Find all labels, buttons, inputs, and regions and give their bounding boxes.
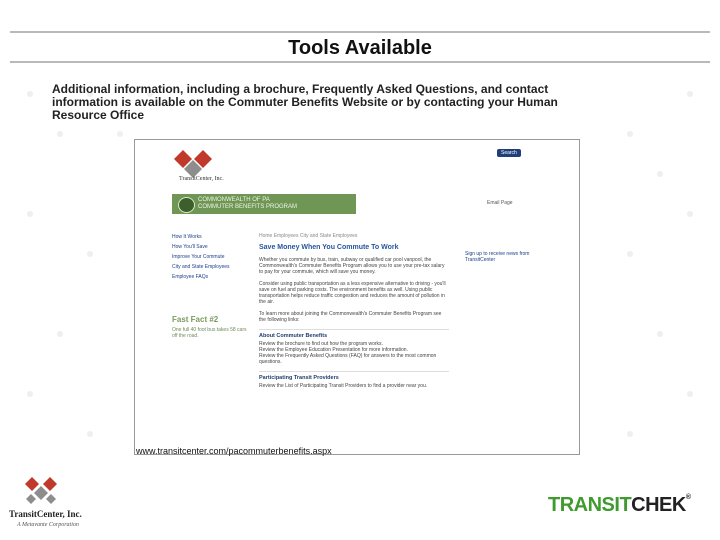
- main-content: [259, 233, 449, 389]
- nav-item-how-it-works[interactable]: How It Works: [172, 234, 202, 240]
- about-heading: About Commuter Benefits: [259, 329, 449, 339]
- banner-line-1: COMMONWEALTH OF PA: [198, 197, 270, 203]
- paragraph-1: Whether you commute by bus, train, subway or qualified car pool vanpool, the Commonwealth's Commuter Benefits Program allows you to use your pre-tax salary to pay for your commute, which will save you money.: [259, 257, 445, 275]
- transitchek-part-2: CHEK: [631, 494, 686, 516]
- participating-item[interactable]: Review the List of Participating Transit Providers to find a provider near you.: [259, 383, 428, 389]
- website-url: www.transitcenter.com/pacommuterbenefits.aspx: [136, 446, 332, 456]
- search-button[interactable]: Search: [497, 149, 521, 157]
- about-item-1[interactable]: Review the brochure to find out how the program works.: [259, 341, 383, 347]
- transitchek-part-1: TRANSIT: [548, 494, 632, 516]
- banner-line-2: COMMUTER BENEFITS PROGRAM: [198, 204, 298, 210]
- paragraph-3: To learn more about joining the Commonwealth's Commuter Benefits Program see the following links:: [259, 311, 442, 323]
- slide-title: Tools Available: [288, 37, 432, 59]
- intro-text: Additional information, including a brochure, Frequently Asked Questions, and contact information is available on the Commuter Benefits Website or by contacting your Human Resource Office: [52, 82, 558, 122]
- breadcrumb: Home Employees City and State Employees: [259, 233, 358, 239]
- title-band: [10, 31, 710, 63]
- nav-item-how-youll-save[interactable]: How You'll Save: [172, 244, 208, 250]
- program-banner: [172, 194, 356, 214]
- website-screenshot: [134, 139, 580, 455]
- transitchek-logo: [548, 494, 691, 517]
- footer: [0, 472, 720, 540]
- footer-brand: TransitCenter, Inc.: [9, 509, 82, 519]
- about-item-3[interactable]: Review the Frequently Asked Questions (FAQ) for answers to the most common questions.: [259, 353, 437, 365]
- participating-heading: Participating Transit Providers: [259, 371, 449, 381]
- about-item-2[interactable]: Review the Employee Education Presentation for more information.: [259, 347, 408, 353]
- footer-subtitle: A Metavante Corporation: [17, 522, 79, 528]
- page-headline: Save Money When You Commute To Work: [259, 244, 399, 251]
- seal-icon: [178, 197, 195, 213]
- nav-item-improve-commute[interactable]: Improve Your Commute: [172, 254, 225, 260]
- paragraph-2: Consider using public transportation as a less expensive alternative to driving - you'll save on fuel and parking costs. The environment benefits as well. Using public transportation helps reduce traffic congestion and reduces the amount of pollution in the air.: [259, 281, 446, 305]
- signup-link[interactable]: Sign up to receive news from TransitCenter: [465, 251, 530, 263]
- logo-text: TransitCenter, Inc.: [179, 176, 224, 182]
- transitcenter-footer-logo: [20, 475, 64, 509]
- fast-fact-title: Fast Fact #2: [172, 315, 219, 324]
- transitcenter-logo: [165, 146, 225, 196]
- email-page-link[interactable]: Email Page: [487, 200, 513, 206]
- nav-item-city-state-employees[interactable]: City and State Employees: [172, 264, 230, 270]
- nav-item-employee-faqs[interactable]: Employee FAQs: [172, 274, 209, 280]
- left-navigation: [172, 232, 242, 282]
- fast-fact-body: One full 40 foot bus takes 58 cars off the road.: [172, 327, 247, 339]
- registered-mark: ®: [685, 494, 691, 501]
